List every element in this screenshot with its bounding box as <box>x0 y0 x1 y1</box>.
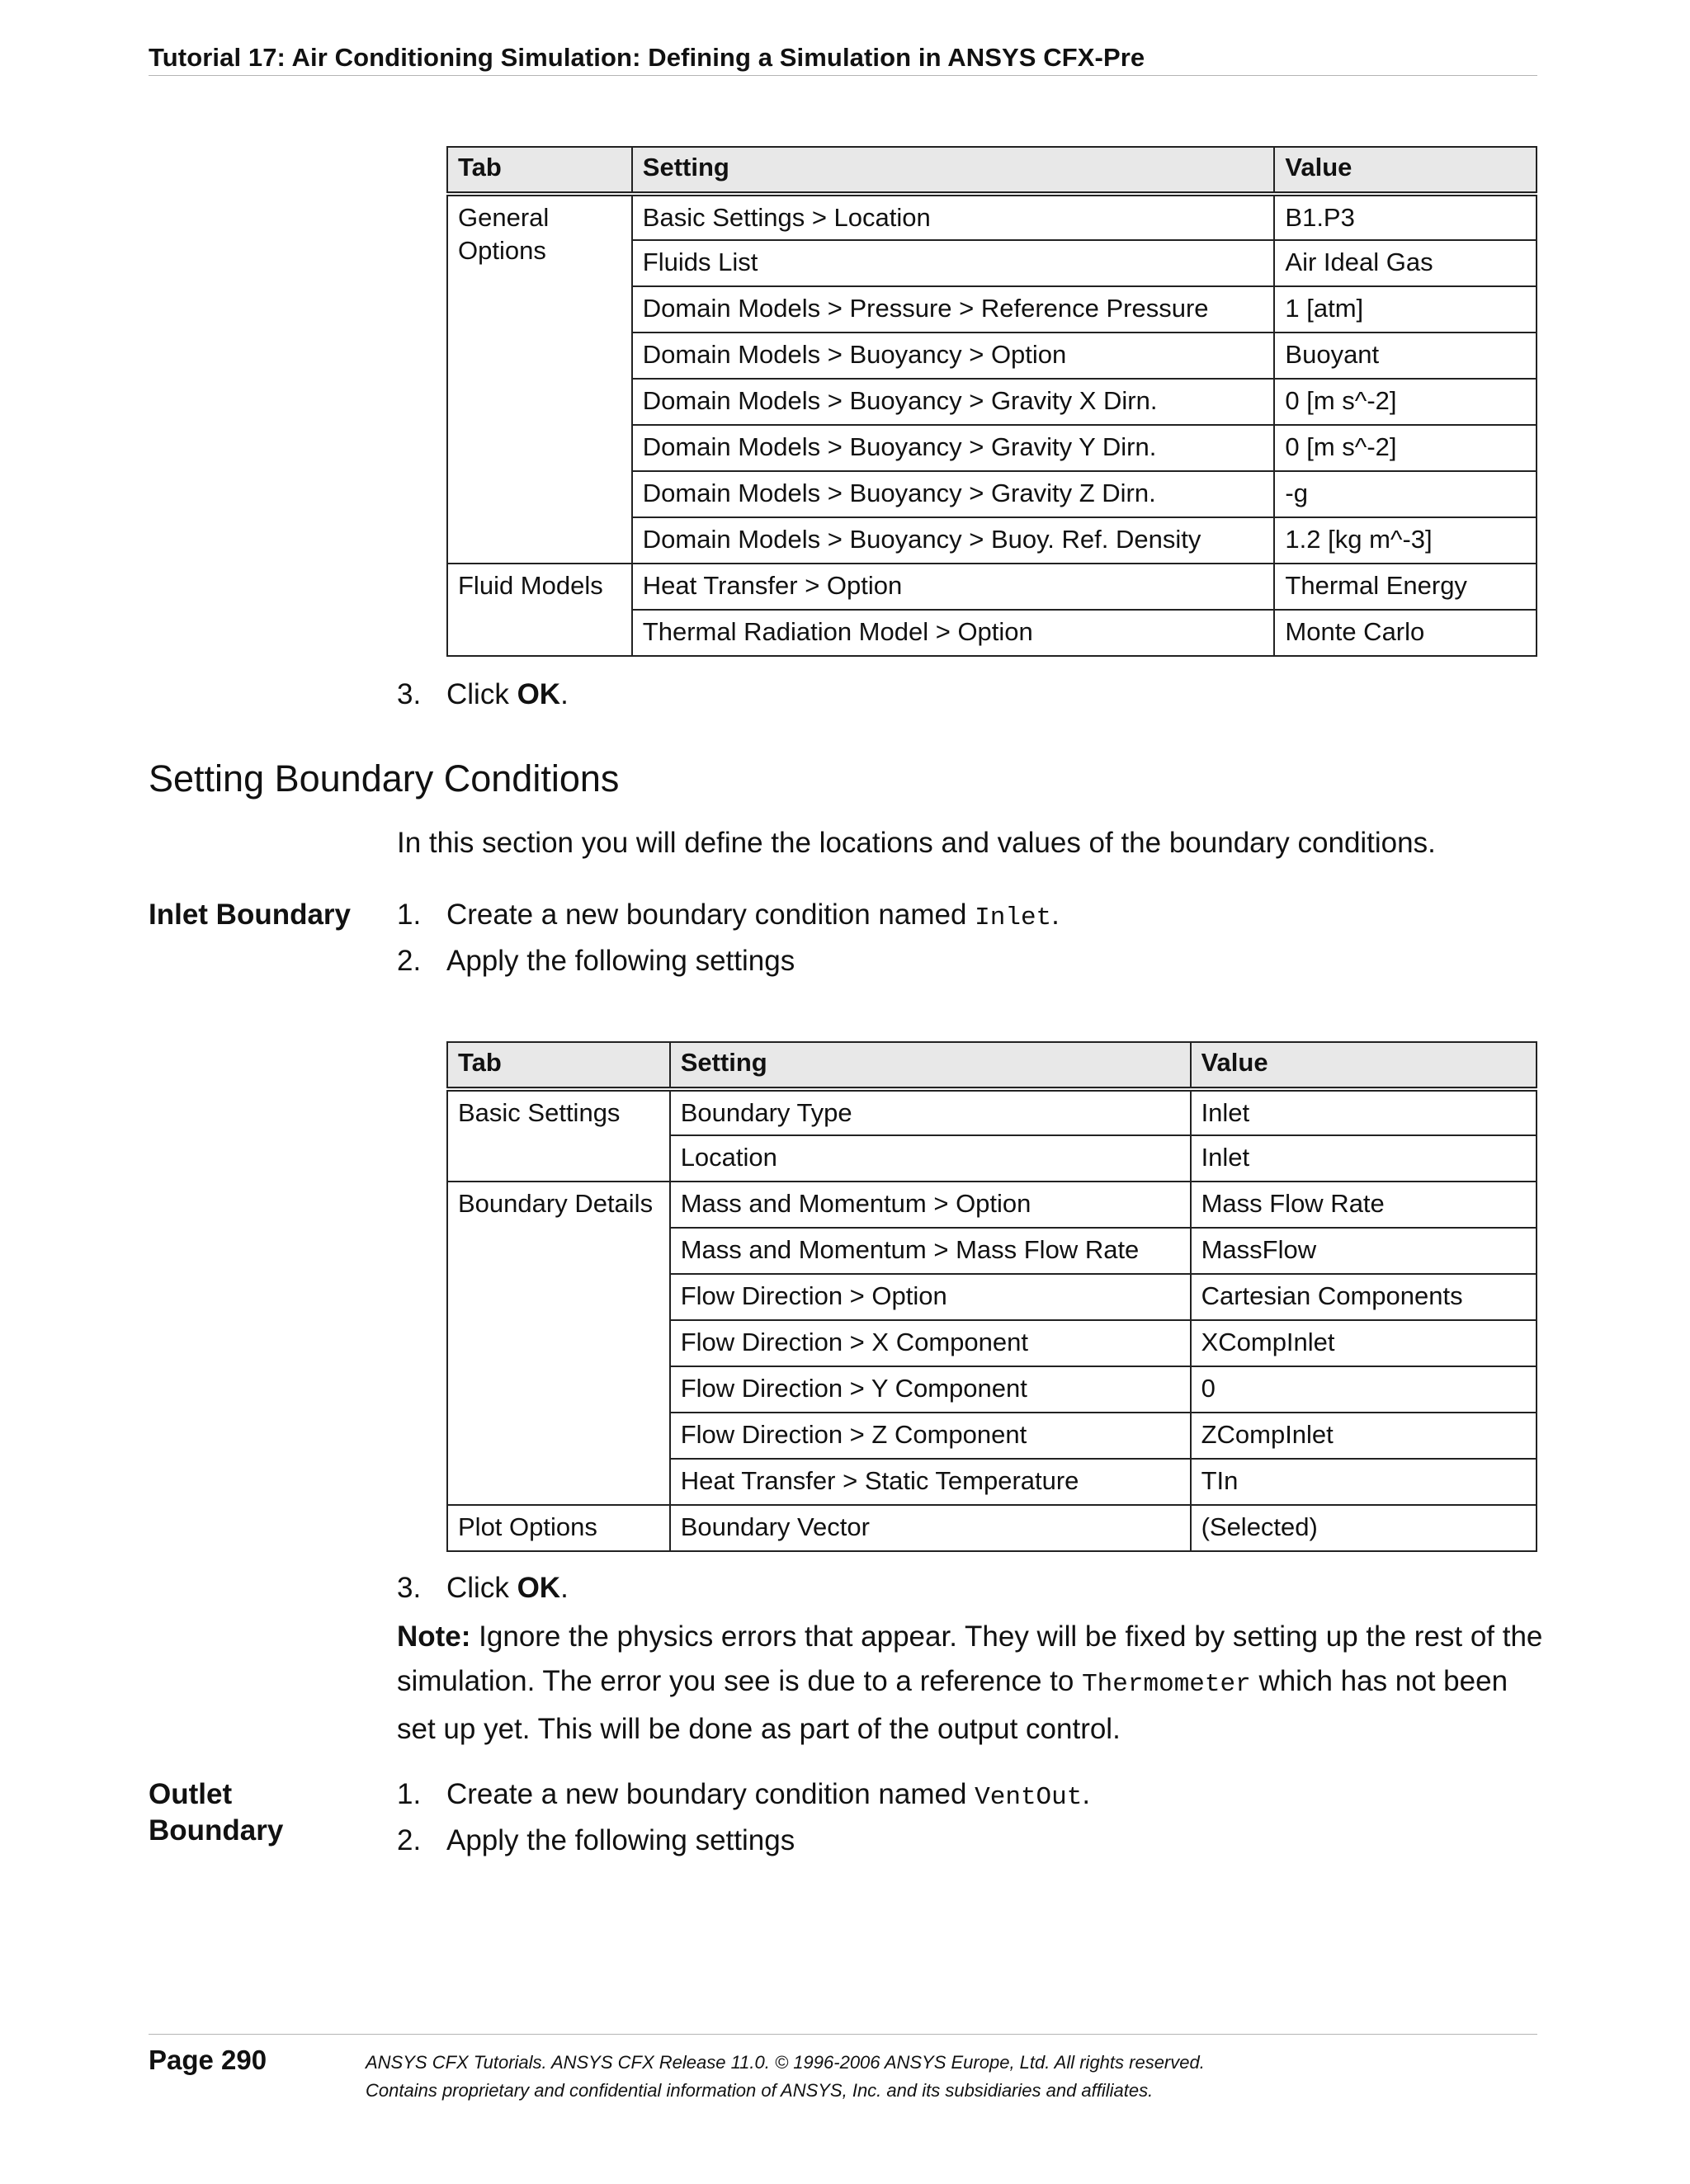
note-paragraph: Note: Ignore the physics errors that appear. They will be fixed by setting up the rest of the simulation. The error you see is due to a reference to Thermometer which has not been set up yet. This will be done as part of the output control. <box>397 1620 1543 1745</box>
value-cell: TIn <box>1191 1459 1537 1505</box>
column-header-value: Value <box>1191 1042 1537 1089</box>
value-cell: Mass Flow Rate <box>1191 1182 1537 1228</box>
column-header-setting: Setting <box>670 1042 1191 1089</box>
step-number: 1. <box>397 1778 422 1810</box>
step-number: 2. <box>397 1824 422 1856</box>
setting-cell: Flow Direction > Option <box>670 1274 1191 1320</box>
column-header-value: Value <box>1274 147 1537 194</box>
table-row <box>447 1182 1537 1228</box>
copyright-notice: ANSYS CFX Tutorials. ANSYS CFX Release 11.0. © 1996-2006 ANSYS Europe, Ltd. All rights reserved. Contains proprietary and confidential information of ANSYS, Inc. and its subsidiaries and affiliates. <box>366 2052 1205 2101</box>
value-cell: Thermal Energy <box>1274 564 1537 610</box>
step-text: Apply the following settings <box>446 1824 795 1856</box>
column-header-setting: Setting <box>632 147 1275 194</box>
setting-cell: Heat Transfer > Static Temperature <box>670 1459 1191 1505</box>
setting-cell: Boundary Type <box>670 1089 1191 1135</box>
note-label: Note: <box>397 1620 471 1653</box>
value-cell: 0 [m s^-2] <box>1274 425 1537 471</box>
setting-cell: Mass and Momentum > Mass Flow Rate <box>670 1228 1191 1274</box>
step-text: Click OK. <box>446 1572 569 1604</box>
value-cell: B1.P3 <box>1274 194 1537 240</box>
tab-cell: Fluid Models <box>447 564 632 656</box>
header-divider <box>149 75 1537 76</box>
setting-cell: Domain Models > Buoyancy > Gravity X Dirn. <box>632 379 1275 425</box>
outlet-boundary-label: Outlet Boundary <box>149 1778 284 1847</box>
tab-cell: Plot Options <box>447 1505 670 1551</box>
step-number: 1. <box>397 899 422 931</box>
section-title: Setting Boundary Conditions <box>149 757 620 800</box>
setting-cell: Domain Models > Buoyancy > Gravity Y Dirn. <box>632 425 1275 471</box>
ok-label: OK <box>517 1572 561 1604</box>
step-text: Apply the following settings <box>446 945 795 977</box>
ventout-code: VentOut <box>975 1783 1083 1812</box>
setting-cell: Domain Models > Pressure > Reference Pressure <box>632 286 1275 333</box>
value-cell: 0 <box>1191 1366 1537 1413</box>
inlet-name-code: Inlet <box>975 903 1052 932</box>
section-intro: In this section you will define the locations and values of the boundary conditions. <box>397 827 1436 859</box>
value-cell: Air Ideal Gas <box>1274 240 1537 286</box>
setting-cell: Thermal Radiation Model > Option <box>632 610 1275 656</box>
step-number: 2. <box>397 945 422 977</box>
value-cell: 1 [atm] <box>1274 286 1537 333</box>
tab-cell: General Options <box>447 194 632 564</box>
setting-cell: Flow Direction > X Component <box>670 1320 1191 1366</box>
setting-cell: Domain Models > Buoyancy > Gravity Z Dirn. <box>632 471 1275 517</box>
page-number: Page 290 <box>149 2045 267 2075</box>
value-cell: XCompInlet <box>1191 1320 1537 1366</box>
value-cell: -g <box>1274 471 1537 517</box>
inlet-boundary-label: Inlet Boundary <box>149 899 352 931</box>
value-cell: Monte Carlo <box>1274 610 1537 656</box>
table-row <box>447 564 1537 610</box>
value-cell: (Selected) <box>1191 1505 1537 1551</box>
table-row <box>447 1089 1537 1135</box>
footer-divider <box>149 2034 1537 2035</box>
step-text: Create a new boundary condition named VentOut. <box>446 1778 1091 1812</box>
setting-cell: Flow Direction > Z Component <box>670 1413 1191 1459</box>
setting-cell: Boundary Vector <box>670 1505 1191 1551</box>
value-cell: Inlet <box>1191 1089 1537 1135</box>
table-header-row <box>447 147 1537 194</box>
value-cell: Cartesian Components <box>1191 1274 1537 1320</box>
tab-cell: Boundary Details <box>447 1182 670 1505</box>
value-cell: Inlet <box>1191 1135 1537 1182</box>
table-header-row <box>447 1042 1537 1089</box>
setting-cell: Mass and Momentum > Option <box>670 1182 1191 1228</box>
value-cell: 0 [m s^-2] <box>1274 379 1537 425</box>
setting-cell: Location <box>670 1135 1191 1182</box>
value-cell: ZCompInlet <box>1191 1413 1537 1459</box>
step-number: 3. <box>397 1572 422 1604</box>
step-number: 3. <box>397 678 422 710</box>
tab-cell: Basic Settings <box>447 1089 670 1182</box>
column-header-tab: Tab <box>447 147 632 194</box>
setting-cell: Fluids List <box>632 240 1275 286</box>
setting-cell: Domain Models > Buoyancy > Buoy. Ref. Density <box>632 517 1275 564</box>
table-row <box>447 1505 1537 1551</box>
value-cell: Buoyant <box>1274 333 1537 379</box>
step-text: Create a new boundary condition named Inlet. <box>446 899 1060 932</box>
domain-settings-table <box>446 146 1537 657</box>
step-text: Click OK. <box>446 678 569 710</box>
value-cell: 1.2 [kg m^-3] <box>1274 517 1537 564</box>
inlet-settings-table <box>446 1041 1537 1552</box>
setting-cell: Domain Models > Buoyancy > Option <box>632 333 1275 379</box>
value-cell: MassFlow <box>1191 1228 1537 1274</box>
column-header-tab: Tab <box>447 1042 670 1089</box>
setting-cell: Basic Settings > Location <box>632 194 1275 240</box>
ok-label: OK <box>517 678 561 710</box>
setting-cell: Heat Transfer > Option <box>632 564 1275 610</box>
running-header: Tutorial 17: Air Conditioning Simulation: Defining a Simulation in ANSYS CFX-Pre <box>149 43 1145 72</box>
setting-cell: Flow Direction > Y Component <box>670 1366 1191 1413</box>
table-row <box>447 194 1537 240</box>
thermometer-code: Thermometer <box>1082 1670 1251 1699</box>
